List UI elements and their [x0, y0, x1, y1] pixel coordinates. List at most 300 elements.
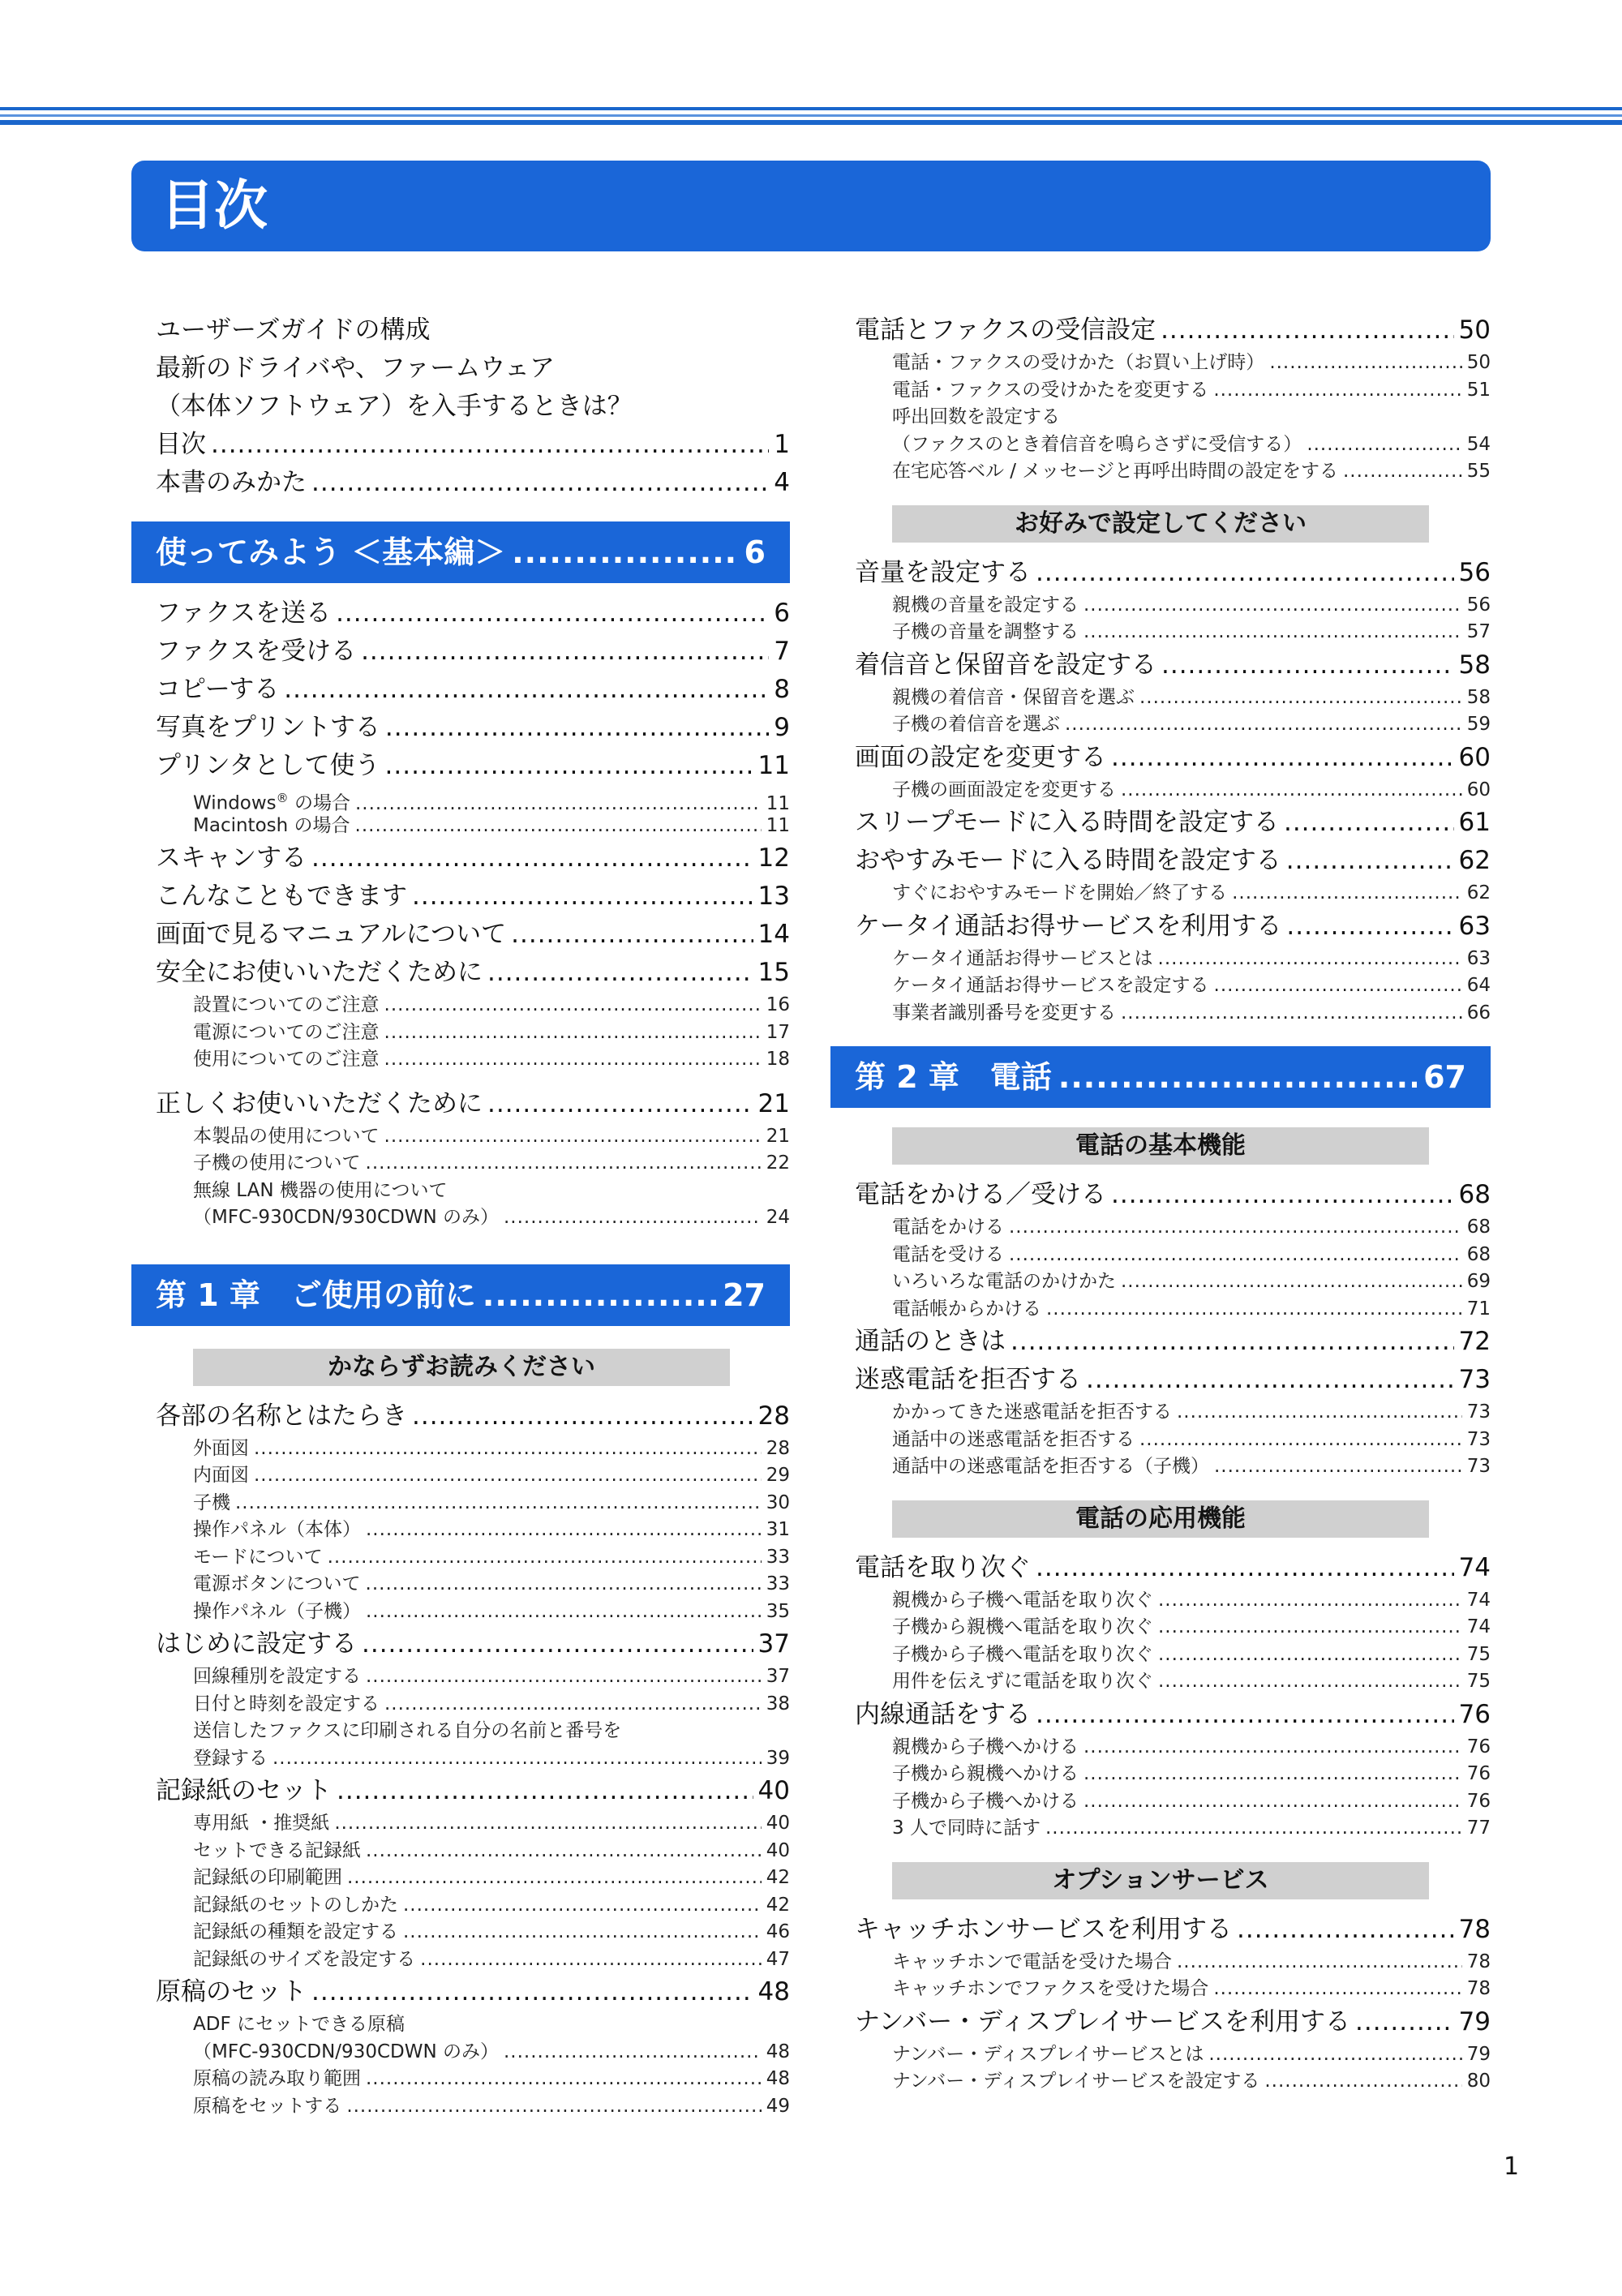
entry-title: 原稿をセットする [193, 2095, 342, 2117]
entry-page: 12 [757, 843, 790, 873]
entry-page: 78 [1458, 1914, 1491, 1944]
toc-entry[interactable] [855, 804, 1491, 842]
entry-page: 16 [766, 994, 790, 1015]
toc-subentry[interactable] [855, 1734, 1491, 1762]
entry-page: 73 [1466, 1401, 1491, 1423]
toc-subentry[interactable] [156, 1892, 790, 1920]
entry-title: 子機から子機へかける [892, 1790, 1079, 1812]
entry-title: 3 人で同時に話す [892, 1817, 1041, 1839]
toc-entry[interactable] [156, 464, 790, 502]
toc-subentry[interactable] [156, 2093, 790, 2121]
toc-entry-driver-line2[interactable]: （本体ソフトウェア）を入手するときは？ [156, 392, 633, 421]
entry-page: 24 [766, 1207, 790, 1228]
entry-title: 記録紙のサイズを設定する [193, 1948, 416, 1970]
entry-title: （MFC-930CDN/930CDWN のみ） [193, 1207, 499, 1228]
entry-title: 電話・ファクスの受けかた（お買い上げ時） [892, 352, 1265, 373]
page-title: 目次 [131, 161, 1491, 251]
toc-entry-setup[interactable] [156, 1625, 790, 1663]
entry-title: かかってきた迷惑電話を拒否する [892, 1401, 1172, 1423]
entry-page: 63 [1466, 947, 1491, 969]
toc-entry[interactable] [855, 554, 1491, 592]
entry-page: 62 [1458, 846, 1491, 875]
entry-title: プリンタとして使う [156, 751, 380, 780]
toc-subentry[interactable] [855, 1214, 1491, 1242]
entry-page: 61 [1458, 808, 1491, 837]
toc-subentry[interactable] [156, 1599, 790, 1626]
entry-title: ケータイ通話お得サービスとは [892, 947, 1153, 969]
entry-page: 8 [774, 675, 790, 704]
toc-entry[interactable] [855, 1323, 1491, 1361]
chapter-page: 67 [1423, 1059, 1466, 1095]
toc-entry[interactable] [855, 1549, 1491, 1587]
toc-left-column [131, 311, 790, 2120]
entry-title: 事業者識別番号を変更する [892, 1002, 1116, 1024]
toc-subentry[interactable] [855, 946, 1491, 973]
toc-subentry-adf-line1[interactable]: ADF にセットできる原稿 [193, 2014, 405, 2035]
basic-entries-2 [131, 839, 790, 992]
entry-title: 電話帳からかける [892, 1298, 1041, 1320]
entry-page: 76 [1466, 1736, 1491, 1757]
entry-title: 外面図 [193, 1437, 249, 1459]
entry-page: 76 [1466, 1790, 1491, 1812]
entry-title: 専用紙 ・推奨紙 [193, 1813, 330, 1834]
entry-page: 73 [1466, 1428, 1491, 1450]
entry-page: 1 [774, 430, 790, 459]
entry-page: 68 [1458, 1180, 1491, 1209]
entry-title: コピーする [156, 675, 280, 704]
toc-entry-receive-settings[interactable] [855, 311, 1491, 350]
entry-title: おやすみモードに入る時間を設定する [855, 846, 1281, 875]
entry-page: 11 [757, 751, 790, 780]
toc-entry[interactable] [156, 747, 790, 785]
entry-page: 78 [1466, 1978, 1491, 1999]
toc-subentry[interactable] [855, 350, 1491, 377]
toc-subentry[interactable] [156, 1946, 790, 1974]
entry-page: 11 [766, 814, 790, 836]
entry-title: はじめに設定する [156, 1629, 357, 1659]
toc-subentry-mac[interactable] [156, 813, 790, 840]
toc-subentry[interactable] [855, 711, 1491, 739]
entry-page: 79 [1458, 2006, 1491, 2036]
toc-subentry-adf-line2[interactable] [156, 2039, 790, 2066]
entry-page: 58 [1458, 650, 1491, 680]
entry-title: 原稿の読み取り範囲 [193, 2068, 361, 2089]
entry-page: 48 [757, 1977, 790, 2006]
entry-title: 電話・ファクスの受けかたを変更する [892, 379, 1209, 401]
entry-page: 56 [1466, 594, 1491, 616]
entry-title: 子機から親機へかける [892, 1763, 1079, 1784]
entry-title: Macintosh の場合 [193, 814, 350, 836]
entry-page: 55 [1466, 461, 1491, 482]
toc-subentry[interactable] [156, 1490, 790, 1517]
safety-subentries [131, 992, 790, 1074]
entry-title: 電話とファクスの受信設定 [855, 315, 1156, 345]
toc-subentry[interactable] [855, 1761, 1491, 1788]
telephone-advanced-entries [830, 1549, 1491, 1843]
entry-page: 42 [766, 1867, 790, 1888]
entry-title: 電話をかける／受ける [855, 1180, 1106, 1209]
toc-entry[interactable] [156, 916, 790, 954]
entry-title: キャッチホンで電話を受けた場合 [892, 1951, 1172, 1972]
entry-title: 親機から子機へ電話を取り次ぐ [892, 1589, 1153, 1611]
toc-subentry[interactable] [156, 1150, 790, 1178]
toc-entry[interactable] [855, 1361, 1491, 1399]
toc-subentry-windows[interactable] [156, 785, 790, 813]
entry-page: 40 [757, 1776, 790, 1805]
entry-title: 子機の画面設定を変更する [892, 779, 1116, 800]
toc-subentry[interactable] [855, 1453, 1491, 1481]
toc-subentry[interactable] [156, 1810, 790, 1838]
toc-subentry[interactable] [855, 1587, 1491, 1615]
entry-title: 用件を伝えずに電話を取り次ぐ [892, 1671, 1153, 1692]
entry-title: 記録紙のセットのしかた [193, 1894, 398, 1916]
entry-page: 50 [1466, 352, 1491, 373]
receive-subentries [830, 350, 1491, 404]
toc-subentry[interactable] [855, 1976, 1491, 2003]
section-telephone-basic: 電話の基本機能 [892, 1127, 1429, 1165]
toc-entry[interactable] [855, 1911, 1491, 1949]
entry-title: 操作パネル（本体） [193, 1519, 361, 1540]
entry-page: 77 [1466, 1817, 1491, 1839]
entry-title: スリープモードに入る時間を設定する [855, 808, 1279, 837]
toc-entry-correct-use[interactable] [156, 1085, 790, 1123]
entry-page: 75 [1466, 1643, 1491, 1665]
entry-title: 通話中の迷惑電話を拒否する（子機） [892, 1456, 1209, 1477]
entry-title: 親機の音量を設定する [892, 594, 1079, 616]
entry-title: 音量を設定する [855, 557, 1031, 587]
entry-page: 40 [766, 1813, 790, 1834]
toc-subentry[interactable] [855, 880, 1491, 908]
toc-subentry[interactable] [855, 1642, 1491, 1669]
chapter-basic[interactable] [131, 521, 790, 583]
entry-title: 操作パネル（子機） [193, 1600, 361, 1622]
toc-subentry[interactable] [855, 1788, 1491, 1816]
toc-subentry[interactable] [855, 1268, 1491, 1296]
entry-title: 電話をかける [892, 1217, 1004, 1238]
entry-title: いろいろな電話のかけかた [892, 1271, 1116, 1292]
entry-title: スキャンする [156, 843, 307, 873]
entry-title: 記録紙の種類を設定する [193, 1921, 398, 1942]
toc-entry[interactable] [855, 842, 1491, 880]
toc-subentry[interactable] [156, 1919, 790, 1946]
entry-page: 74 [1458, 1552, 1491, 1582]
toc-subentry[interactable] [156, 1838, 790, 1865]
entry-page: 30 [766, 1491, 790, 1513]
entry-title: 本書のみかた [156, 468, 307, 497]
entry-title: 回線種別を設定する [193, 1666, 361, 1687]
entry-title: 写真をプリントする [156, 713, 380, 742]
toc-subentry[interactable] [855, 2041, 1491, 2069]
entry-page: 48 [766, 2041, 790, 2062]
entry-page: 14 [757, 920, 790, 949]
entry-page: 66 [1466, 1002, 1491, 1024]
toc-subentry[interactable] [855, 972, 1491, 1000]
entry-page: 73 [1466, 1456, 1491, 1477]
entry-page: 39 [766, 1747, 790, 1769]
toc-subentry[interactable] [156, 1436, 790, 1463]
toc-subentry[interactable] [855, 1668, 1491, 1696]
toc-subentry[interactable] [855, 592, 1491, 620]
toc-entry-driver-line1[interactable]: 最新のドライバや、ファームウェア [156, 354, 555, 383]
entry-page: 56 [1458, 557, 1491, 587]
entry-page: 40 [766, 1839, 790, 1861]
toc-subentry[interactable] [855, 619, 1491, 646]
entry-title: ファクスを送る [156, 599, 332, 628]
entry-title: 迷惑電話を拒否する [855, 1365, 1081, 1394]
entry-page: 46 [766, 1921, 790, 1942]
entry-title: キャッチホンサービスを利用する [855, 1914, 1232, 1944]
toc-subentry[interactable] [855, 1815, 1491, 1843]
toc-subentry[interactable] [855, 1242, 1491, 1269]
entry-page: 71 [1466, 1298, 1491, 1320]
setup-subentries [131, 1663, 790, 1718]
entry-title: 登録する [193, 1747, 268, 1769]
entry-page: 49 [766, 2095, 790, 2117]
entry-page: 42 [766, 1894, 790, 1916]
telephone-basic-entries [830, 1176, 1491, 1481]
chapter-title: 使ってみよう ＜基本編＞ [156, 534, 506, 570]
original-subentries [131, 2066, 790, 2120]
entry-page: 80 [1466, 2071, 1491, 2092]
correct-use-subentries [131, 1123, 790, 1178]
entry-page: 18 [766, 1049, 790, 1070]
section-telephone-advanced: 電話の応用機能 [892, 1500, 1429, 1538]
header-rule [0, 107, 1622, 125]
toc-subentry[interactable] [156, 2066, 790, 2093]
entry-page: 9 [774, 713, 790, 742]
entry-page: 57 [1466, 621, 1491, 642]
entry-page: 47 [766, 1948, 790, 1970]
entry-title: 電源についてのご注意 [193, 1021, 380, 1043]
entry-page: 38 [766, 1693, 790, 1714]
entry-page: 31 [766, 1519, 790, 1540]
toc-subentry-sender-line2[interactable] [156, 1745, 790, 1773]
entry-title: 内面図 [193, 1465, 249, 1486]
paper-subentries [131, 1810, 790, 1973]
entry-page: 28 [766, 1437, 790, 1459]
section-preferences: お好みで設定してください [892, 505, 1429, 543]
toc-subentry[interactable] [156, 1865, 790, 1892]
chapter-2[interactable] [830, 1046, 1491, 1108]
entry-title: 電話を受ける [892, 1243, 1004, 1265]
toc-subentry[interactable] [156, 1691, 790, 1719]
toc-subentry[interactable] [156, 1019, 790, 1047]
entry-page: 29 [766, 1465, 790, 1486]
chapter-title: 第 1 章 ご使用の前に [156, 1277, 476, 1313]
entry-title: 原稿のセット [156, 1977, 307, 2006]
entry-page: 76 [1466, 1763, 1491, 1784]
entry-page: 74 [1466, 1616, 1491, 1637]
chapter-page: 6 [744, 534, 766, 570]
entry-title: ケータイ通話お得サービスを設定する [892, 975, 1209, 996]
registered-mark: ® [276, 791, 289, 805]
entry-title: 子機から子機へ電話を取り次ぐ [892, 1643, 1153, 1665]
entry-page: 78 [1466, 1951, 1491, 1972]
toc-subentry-sender-line1[interactable]: 送信したファクスに印刷される自分の名前と番号を [193, 1720, 622, 1741]
entry-title: 画面で見るマニュアルについて [156, 920, 507, 949]
toc-subentry[interactable] [855, 1949, 1491, 1976]
section-must-read: かならずお読みください [193, 1349, 730, 1386]
entry-title: セットできる記録紙 [193, 1839, 361, 1861]
entry-page: 35 [766, 1600, 790, 1622]
entry-title: 設置についてのご注意 [193, 994, 380, 1015]
toc-entry-original[interactable] [156, 1973, 790, 2011]
entry-page: 15 [757, 958, 790, 987]
entry-page: 33 [766, 1546, 790, 1568]
entry-page: 69 [1466, 1271, 1491, 1292]
entry-page: 7 [774, 637, 790, 666]
entry-page: 59 [1466, 714, 1491, 735]
toc-entry[interactable] [156, 594, 790, 633]
entry-page: 68 [1466, 1243, 1491, 1265]
entry-title: 電源ボタンについて [193, 1573, 361, 1594]
entry-page: 72 [1458, 1327, 1491, 1356]
entry-title: モードについて [193, 1546, 323, 1568]
entry-title: 正しくお使いいただくために [156, 1088, 483, 1118]
entry-page: 75 [1466, 1671, 1491, 1692]
chapter-1[interactable] [131, 1264, 790, 1326]
entry-page: 21 [757, 1088, 790, 1118]
toc-subentry-wireless-line1[interactable]: 無線 LAN 機器の使用について [193, 1179, 448, 1201]
toc-entry[interactable] [855, 1176, 1491, 1214]
entry-page: 37 [766, 1666, 790, 1687]
toc-subentry-ring-line2[interactable] [855, 431, 1491, 459]
toc-subentry-wireless-line2[interactable] [156, 1204, 790, 1232]
chapter-page: 27 [723, 1277, 766, 1313]
toc-entry[interactable] [855, 2003, 1491, 2041]
entry-title: 子機の音量を調整する [892, 621, 1079, 642]
entry-title: 親機の着信音・保留音を選ぶ [892, 686, 1135, 708]
entry-page: 50 [1458, 315, 1491, 345]
entry-page: 79 [1466, 2043, 1491, 2065]
toc-subentry[interactable] [855, 1399, 1491, 1427]
entry-title: 目次 [156, 430, 206, 459]
entry-title: 本製品の使用について [193, 1125, 380, 1147]
entry-title: 子機の使用について [193, 1152, 361, 1174]
entry-title: キャッチホンでファクスを受けた場合 [892, 1978, 1209, 1999]
entry-title: ナンバー・ディスプレイサービスを利用する [855, 2006, 1351, 2036]
entry-title: ファクスを受ける [156, 637, 357, 666]
toc-entry-paper[interactable] [156, 1772, 790, 1810]
toc-subentry[interactable] [156, 1517, 790, 1544]
toc-entry[interactable] [156, 954, 790, 992]
entry-page: 62 [1466, 882, 1491, 903]
toc-entry[interactable] [156, 839, 790, 878]
entry-title: すぐにおやすみモードを開始／終了する [892, 882, 1228, 903]
section-option-services: オプションサービス [892, 1862, 1429, 1899]
toc-entry[interactable] [156, 671, 790, 709]
toc-subentry[interactable] [156, 1123, 790, 1151]
entry-page: 37 [757, 1629, 790, 1659]
toc-entry[interactable] [156, 426, 790, 464]
entry-title: こんなこともできます [156, 882, 407, 911]
entry-title: （ファクスのとき着信音を鳴らさずに受信する） [892, 433, 1302, 455]
entry-page: 4 [774, 468, 790, 497]
entry-page: 17 [766, 1021, 790, 1043]
page-number: 1 [1504, 2152, 1520, 2181]
option-service-entries [830, 1911, 1491, 2096]
toc-entry[interactable] [156, 1397, 790, 1436]
toc-subentry[interactable] [156, 1571, 790, 1599]
toc-subentry-ring-line1[interactable]: 呼出回数を設定する [892, 406, 1060, 427]
chapter1-entries [131, 1397, 790, 1626]
windows-label: Windows [193, 792, 277, 813]
entry-title: ナンバー・ディスプレイサービスとは [892, 2043, 1204, 2065]
entry-title: 通話中の迷惑電話を拒否する [892, 1428, 1135, 1450]
entry-title: 通話のときは [855, 1327, 1006, 1356]
entry-page: 74 [1466, 1589, 1491, 1611]
toc-subentry[interactable] [855, 377, 1491, 405]
entry-title: 在宅応答ベル / メッセージと再呼出時間の設定をする [892, 461, 1338, 482]
toc-entry[interactable] [156, 633, 790, 671]
entry-title: 子機 [193, 1491, 230, 1513]
toc-subentry-answer-bell[interactable] [855, 458, 1491, 486]
toc-entry[interactable] [855, 646, 1491, 685]
entry-title: 日付と時刻を設定する [193, 1693, 380, 1714]
toc-subentry[interactable] [156, 1462, 790, 1490]
entry-title: 記録紙の印刷範囲 [193, 1867, 342, 1888]
entry-title: 各部の名称とはたらき [156, 1401, 407, 1431]
toc-subentry[interactable] [855, 2068, 1491, 2096]
entry-page: 60 [1458, 742, 1491, 772]
entry-title: 内線通話をする [855, 1699, 1031, 1729]
entry-title: 電話を取り次ぐ [855, 1552, 1031, 1582]
entry-page: 21 [766, 1125, 790, 1147]
toc-subentry[interactable] [855, 1427, 1491, 1454]
entry-title: 子機の着信音を選ぶ [892, 714, 1060, 735]
toc-entry[interactable] [855, 1696, 1491, 1734]
entry-page: 28 [757, 1401, 790, 1431]
toc-entry[interactable] [855, 908, 1491, 946]
preference-entries [830, 554, 1491, 1028]
chapter-title: 第 2 章 電話 [855, 1059, 1052, 1095]
entry-title: 親機から子機へかける [892, 1736, 1079, 1757]
toc-subentry[interactable] [855, 1296, 1491, 1324]
entry-page: 51 [1466, 379, 1491, 401]
toc-subentry[interactable] [156, 1663, 790, 1691]
entry-title: 記録紙のセット [156, 1776, 332, 1805]
entry-title: ケータイ通話お得サービスを利用する [855, 911, 1282, 941]
entry-page: 58 [1466, 686, 1491, 708]
entry-title: 着信音と保留音を設定する [855, 650, 1156, 680]
entry-page: 60 [1466, 779, 1491, 800]
toc-entry[interactable] [156, 878, 790, 916]
entry-title: 画面の設定を変更する [855, 742, 1106, 772]
entry-title: 安全にお使いいただくために [156, 958, 483, 987]
toc-entry[interactable] [156, 709, 790, 747]
entry-title: （MFC-930CDN/930CDWN のみ） [193, 2041, 499, 2062]
toc-right-column [830, 311, 1491, 2096]
toc-subentry[interactable] [855, 777, 1491, 805]
entry-page: 54 [1466, 433, 1491, 455]
toc-subentry[interactable] [855, 685, 1491, 712]
windows-suffix: の場合 [288, 792, 350, 813]
toc-subentry[interactable] [156, 992, 790, 1019]
toc-subentry[interactable] [156, 1544, 790, 1572]
toc-entry[interactable] [855, 739, 1491, 777]
toc-subentry[interactable] [855, 1000, 1491, 1028]
toc-subentry[interactable] [156, 1046, 790, 1074]
entry-page: 11 [766, 792, 790, 813]
entry-page: 63 [1458, 911, 1491, 941]
entry-title: 子機から親機へ電話を取り次ぐ [892, 1616, 1153, 1637]
entry-page: 6 [774, 599, 790, 628]
toc-subentry[interactable] [855, 1614, 1491, 1642]
entry-page: 68 [1466, 1217, 1491, 1238]
entry-page: 13 [757, 882, 790, 911]
toc-entry-guide-structure[interactable]: ユーザーズガイドの構成 [156, 315, 431, 345]
entry-page: 48 [766, 2068, 790, 2089]
